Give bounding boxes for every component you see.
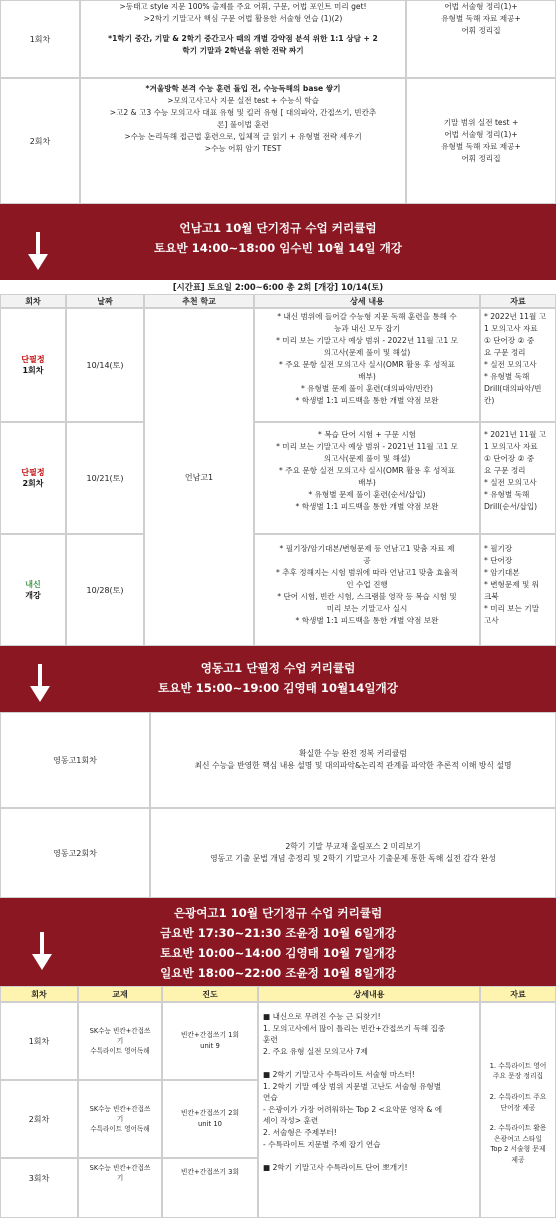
sec3-material: 1. 수특라이트 영어 주요 문장 정리집 2. 수특라이트 주요 단어장 제공 2. 수특라이트 활용 은광여고 스타일 Top 2 서술형 문제 제공 bbox=[489, 1062, 547, 1164]
sec1-school: 언남고1 bbox=[144, 308, 254, 646]
top-round1: 1회차 bbox=[29, 34, 51, 44]
sec1-row3-material-cell bbox=[480, 534, 556, 646]
sec3-header-book: 교재 bbox=[78, 986, 162, 1002]
top-r1-line5: 학기 기말과 2학년을 위한 전략 짜기 bbox=[182, 46, 304, 55]
sec1-row2-tag2: 2회차 bbox=[22, 479, 44, 488]
sec3-detail-cell bbox=[258, 1002, 480, 1218]
top-r2-line4: 론] 풀이법 훈련 bbox=[217, 120, 269, 129]
sec1-row3-tag2: 개강 bbox=[25, 591, 41, 600]
top-r2-line2: >모의고사고사 지문 실전 test + 수능식 학습 bbox=[167, 96, 319, 105]
sec1-row1-date: 10/14(토) bbox=[66, 308, 144, 422]
top-round2-cell bbox=[0, 78, 80, 204]
down-arrow-icon bbox=[26, 232, 50, 272]
sec1-header-school: 추천 학교 bbox=[144, 294, 254, 308]
top-round2: 2회차 bbox=[29, 136, 51, 146]
top-round1-cell bbox=[0, 0, 80, 78]
sec1-schedule-title: [시간표] 토요일 2:00~6:00 총 2회 [개강] 10/14(토) bbox=[172, 282, 384, 292]
sec1-row2-tag: 단필정 bbox=[21, 468, 45, 477]
sec1-row1-detail-cell bbox=[254, 308, 480, 422]
sec3-header-material: 자료 bbox=[480, 986, 556, 1002]
sec3-row3-round-cell bbox=[0, 1158, 78, 1218]
sec3-row2-round: 2회차 bbox=[0, 1080, 78, 1158]
sec3-row3-progress-cell bbox=[162, 1158, 258, 1218]
top-r2-line5: >수능 논리독해 접근법 훈련으로, 입체적 글 읽기 + 유형별 전략 세우기 bbox=[124, 132, 362, 141]
top-round2-content bbox=[80, 78, 406, 204]
top-r1-spacer bbox=[81, 25, 405, 33]
sec1-row1-tag: 단필정 bbox=[21, 355, 45, 364]
sec1-row3-detail-cell bbox=[254, 534, 480, 646]
sec2-row1-detail-cell bbox=[150, 712, 556, 808]
top-r1-material: 어법 서술형 정리(1)+ 유형별 독해 자료 제공+ 어휘 정리집 bbox=[441, 2, 521, 35]
sec3-row2-book-cell bbox=[78, 1080, 162, 1158]
top-r2-material: 기말 범위 실전 test + 어법 서술형 정리(1)+ 유형별 독해 자료 제공+ 어휘 정리집 bbox=[441, 118, 521, 163]
sec3-row2-progress: 빈칸+간접쓰기 2회 unit 10 bbox=[180, 1109, 240, 1128]
sec1-row2-material: * 2021년 11월 고 1 모의고사 자료 ① 단어장 ② 중 요 구문 정리 * 실전 모의고사 * 유형별 독해 Drill(순서/삽입) bbox=[484, 430, 547, 511]
top-r2-line1: *겨울방학 본격 수능 훈련 돌입 전, 수능독해의 base 쌓기 bbox=[145, 84, 341, 93]
top-r1-line1: >동태고 style 지문 100% 출제를 주요 어휘, 구문, 어법 포인트 미리 get! bbox=[119, 2, 367, 11]
sec3-row1-progress: 빈칸+간접쓰기 1회 unit 9 bbox=[180, 1031, 240, 1050]
sec1-row3-tag: 내신 bbox=[25, 580, 41, 589]
top-r2-line3: >고2 & 고3 수능 모의고사 대표 유형 및 킬러 유형 [ 대의파악, 간접쓰기, 빈칸추 bbox=[109, 108, 377, 117]
sec1-row3-date: 10/28(토) bbox=[66, 534, 144, 646]
sec1-header-date: 날짜 bbox=[66, 294, 144, 308]
sec1-row1-material-cell bbox=[480, 308, 556, 422]
sec3-header-progress: 진도 bbox=[162, 986, 258, 1002]
sec3-row3-round: 3회차 bbox=[28, 1174, 50, 1183]
sec3-row3-book-cell bbox=[78, 1158, 162, 1218]
sec1-header-material: 자료 bbox=[480, 294, 556, 308]
top-r1-line4: *1학기 중간, 기말 & 2학기 중간고사 때의 개별 강약점 분석 위한 1:1 상담 + 2 bbox=[108, 34, 378, 43]
sec1-banner bbox=[0, 204, 556, 280]
sec1-row1-detail: * 내신 범위에 들어갈 수능형 지문 독해 훈련을 통해 수 능과 내신 모두 잡기 * 미리 보는 기말고사 예상 범위 - 2022년 11월 고1 모 의고사(문제 풀이 및 해설) * 주요 문항 실전 모의고사 실시(OMR 활용 후 성적표 배부) * 유형별 문제 풀이 훈련(대의파악/빈칸) * 학생별 1:1 피드백을 통한 개별 약점 보완 bbox=[276, 312, 458, 405]
top-round1-content bbox=[80, 0, 406, 78]
sec3-row2-book: SK수능 빈칸+간접쓰 기 수특라이트 영어독해 bbox=[89, 1105, 151, 1133]
sec3-row1-progress-cell bbox=[162, 1002, 258, 1080]
sec1-row1-tag2: 1회차 bbox=[22, 366, 44, 375]
sec3-banner-text: 은광여고1 10월 단기정규 수업 커리큘럼 금요반 17:30~21:30 조윤정 10월 6일개강 토요반 10:00~14:00 김영태 10월 7일개강 일요반 18:00~22:00 조윤정 10월 8일개강 bbox=[160, 906, 396, 980]
sec2-row1-detail: 확실한 수능 완전 정복 커리큘럼 최신 수능을 반영한 핵심 내용 설명 및 대의파악&논리적 관계를 파악한 추론적 이해 방식 설명 bbox=[194, 749, 512, 770]
sec3-header-round: 회차 bbox=[0, 986, 78, 1002]
sec3-header-detail: 상세내용 bbox=[258, 986, 480, 1002]
sec3-material-cell bbox=[480, 1002, 556, 1218]
sec3-row1-book: SK수능 빈칸+간접쓰 기 수특라이트 영어독해 bbox=[89, 1027, 151, 1055]
top-r1-material-cell bbox=[406, 0, 556, 78]
sec3-row1-round: 1회차 bbox=[0, 1002, 78, 1080]
sec1-banner-text: 언남고1 10월 단기정규 수업 커리큘럼 토요반 14:00~18:00 임수빈 10월 14일 개강 bbox=[154, 221, 402, 255]
sec1-row2-material-cell bbox=[480, 422, 556, 534]
sec3-detail: ■ 내신으로 무려진 수능 근 되찾기! 1. 모의고사에서 많이 틀리는 빈칸+간접쓰기 독해 집중 훈련 2. 주요 유형 실전 모의고사 7제 ■ 2학기 기말고사 수특라이트 서술형 마스터! 1. 2학기 기말 예상 범위 지문별 고난도 서술형 유형별 연습 - 은광이가 가장 어려워하는 Top 2 <요약문 영작 & 에 세이 작성> 훈련 2. 서술형은 주제부터! - 수특라이트 지문별 주제 잡기 연습 ■ 2학기 기말고사 수특라이트 단어 뽀개기! bbox=[263, 1012, 446, 1172]
sec1-header-detail: 상세 내용 bbox=[254, 294, 480, 308]
sec2-row2-detail-cell bbox=[150, 808, 556, 898]
sec1-row2-detail: * 복습 단어 시험 + 구문 시험 * 미리 보는 기말고사 예상 범위 - 2021년 11월 고1 모 의고사(문제 풀이 및 해설) * 주요 문항 실전 모의고사 실시(OMR 활용 후 성적표 배부) * 유형별 문제 풀이 훈련(순서/삽입) * 학생별 1:1 피드백을 통한 개별 약점 보완 bbox=[276, 430, 458, 511]
sec3-banner bbox=[0, 898, 556, 986]
sec3-row3-book: SK수능 빈칸+간접쓰 기 bbox=[89, 1164, 151, 1182]
sec1-row3-detail: * 필기장/암기대본/변형문제 등 언남고1 맞춤 자료 제 공 * 추후 정해지는 시험 범위에 따라 언남고1 맞춤 효율적 인 수업 진행 * 단어 시험, 빈칸 시험, 스크램블 영작 등 복습 시험 및 미리 보는 기말고사 실시 * 학생별 1:1 피드백을 통한 개별 약점 보완 bbox=[276, 544, 458, 625]
down-arrow-icon bbox=[28, 664, 52, 704]
top-r2-material-cell bbox=[406, 78, 556, 204]
sec2-row2-detail: 2학기 기말 부교재 올림포스 2 미리보기 영동고 기출 문법 개념 총정리 및 2학기 기말고사 기출문제 통한 독해 실전 감각 완성 bbox=[210, 842, 496, 863]
sec1-row2-detail-cell bbox=[254, 422, 480, 534]
top-r1-line2: >2학기 기말고사 핵심 구문 어법 활용한 서술형 연습 (1)(2) bbox=[143, 14, 343, 23]
sec1-row1-material: * 2022년 11월 고 1 모의고사 자료 ① 단어장 ② 중 요 구문 정리 * 실전 모의고사 * 유형별 독해 Drill(대의파악/빈 칸) bbox=[484, 312, 547, 405]
sec1-header-round: 회차 bbox=[0, 294, 66, 308]
sec1-row2-round bbox=[0, 422, 66, 534]
sec1-row1-round bbox=[0, 308, 66, 422]
sec2-row1-round: 영동고1회차 bbox=[0, 712, 150, 808]
sec1-row2-date: 10/21(토) bbox=[66, 422, 144, 534]
sec3-row1-book-cell bbox=[78, 1002, 162, 1080]
sec3-row3-progress: 빈칸+간접쓰기 3회 bbox=[180, 1168, 240, 1176]
sec2-banner-text: 영동고1 단필정 수업 커리큘럼 토요반 15:00~19:00 김영태 10월14일개강 bbox=[158, 661, 398, 695]
top-r2-line6: >수능 어휘 암기 TEST bbox=[204, 144, 282, 153]
sec2-row2-round: 영동고2회차 bbox=[0, 808, 150, 898]
sec1-row3-round bbox=[0, 534, 66, 646]
sec3-row2-progress-cell bbox=[162, 1080, 258, 1158]
sec2-banner bbox=[0, 646, 556, 712]
sec1-row3-material: * 필기장 * 단어장 * 암기대본 * 변형문제 및 워 크북 * 미리 보는 기말 고사 bbox=[484, 544, 540, 625]
down-arrow-icon bbox=[30, 932, 54, 972]
